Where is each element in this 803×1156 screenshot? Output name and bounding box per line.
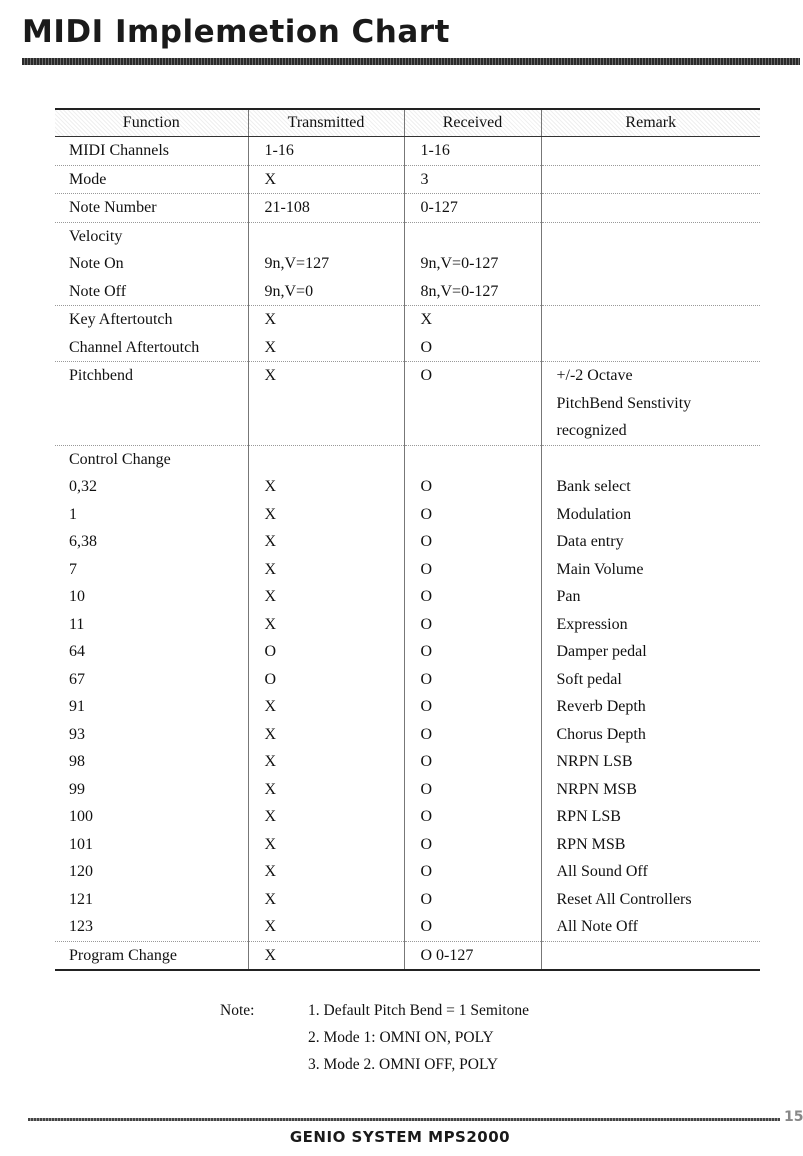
received-cell: [404, 941, 541, 970]
remark-line: Soft pedal: [556, 670, 622, 688]
received-line: O: [420, 338, 433, 356]
received-cell: [404, 222, 541, 306]
function-cell: [55, 445, 248, 941]
received-line: O: [420, 890, 433, 908]
remark-line: Data entry: [556, 533, 624, 550]
function-line: 0,32: [69, 478, 97, 495]
remark-line: Damper pedal: [556, 643, 647, 660]
function-line: 99: [69, 780, 85, 798]
function-line: 67: [69, 670, 85, 688]
remark-cell: [541, 941, 760, 970]
transmitted-line: X: [264, 311, 277, 328]
header-transmitted: Transmitted: [248, 109, 404, 137]
received-line: [405, 417, 541, 445]
function-cell: [55, 222, 248, 306]
received-line: O: [420, 533, 433, 550]
midi-table: [55, 108, 760, 971]
transmitted-line: X: [264, 478, 277, 495]
header-function: Function: [55, 109, 248, 137]
function-line: 91: [69, 698, 85, 715]
transmitted-line: X: [264, 338, 277, 356]
function-cell: [55, 362, 248, 446]
transmitted-line: X: [264, 918, 277, 935]
transmitted-line: O: [264, 670, 277, 688]
received-line: 9n,V=0-127: [420, 255, 499, 272]
function-line: Control Change: [69, 450, 171, 468]
remark-line: [542, 166, 761, 194]
transmitted-line: X: [264, 367, 277, 384]
transmitted-line: X: [264, 170, 277, 188]
transmitted-cell: [248, 941, 404, 970]
remark-cell: [541, 362, 760, 446]
header-received: Received: [404, 109, 541, 137]
transmitted-cell: [248, 137, 404, 166]
transmitted-cell: [248, 362, 404, 446]
function-cell: [55, 941, 248, 970]
transmitted-line: 21-108: [264, 199, 310, 216]
remark-line: All Sound Off: [556, 863, 648, 880]
received-line: O: [420, 753, 433, 770]
function-cell: [55, 194, 248, 223]
remark-cell: [541, 306, 760, 362]
transmitted-line: X: [264, 725, 277, 743]
transmitted-line: X: [264, 863, 277, 880]
remark-line: PitchBend Senstivity: [556, 394, 692, 412]
transmitted-cell: [248, 194, 404, 223]
received-line: O: [420, 863, 433, 880]
function-line: Channel Aftertoutch: [69, 338, 200, 356]
remark-cell: [541, 165, 760, 194]
remark-line: [542, 137, 761, 165]
header-remark: Remark: [541, 109, 760, 137]
received-line: X: [420, 311, 433, 328]
remark-line: NRPN LSB: [556, 753, 633, 770]
received-line: 3: [420, 170, 429, 188]
received-cell: [404, 137, 541, 166]
function-line: Note Off: [69, 282, 127, 300]
received-line: O: [420, 918, 433, 935]
function-line: 101: [69, 835, 93, 853]
remark-line: Expression: [556, 615, 628, 633]
table-row: [55, 165, 760, 194]
function-line: 121: [69, 890, 93, 908]
function-line: Note On: [69, 255, 124, 272]
function-line: 123: [69, 918, 93, 935]
function-line: 120: [69, 863, 93, 880]
received-line: O: [420, 670, 433, 688]
remark-line: Reset All Controllers: [556, 890, 692, 908]
transmitted-line: X: [264, 780, 277, 798]
received-cell: [404, 445, 541, 941]
function-line: Key Aftertoutch: [69, 311, 173, 328]
function-line: 7: [69, 560, 77, 578]
received-cell: [404, 165, 541, 194]
received-line: O 0-127: [420, 946, 474, 964]
received-line: O: [420, 725, 433, 743]
transmitted-line: [249, 446, 404, 474]
transmitted-line: X: [264, 560, 277, 578]
received-line: O: [420, 643, 433, 660]
transmitted-line: 9n,V=127: [264, 255, 330, 272]
received-line: O: [420, 780, 433, 798]
note-item: 2. Mode 1: OMNI ON, POLY: [308, 1029, 494, 1046]
footer-divider: [28, 1118, 780, 1121]
transmitted-cell: [248, 222, 404, 306]
function-line: Note Number: [69, 199, 157, 216]
received-line: O: [420, 615, 433, 633]
function-line: Program Change: [69, 946, 177, 964]
transmitted-line: X: [264, 533, 277, 550]
received-line: [405, 446, 541, 474]
remark-line: [542, 194, 761, 222]
remark-line: [542, 334, 761, 362]
remark-line: [542, 306, 761, 334]
page-title: MIDI Implemetion Chart: [22, 14, 450, 50]
transmitted-cell: [248, 445, 404, 941]
remark-line: [542, 250, 761, 278]
function-line: Velocity: [69, 227, 123, 245]
received-line: O: [420, 698, 433, 715]
remark-line: [542, 942, 761, 970]
remark-cell: [541, 445, 760, 941]
transmitted-line: X: [264, 753, 277, 770]
remark-cell: [541, 137, 760, 166]
table-row: [55, 941, 760, 970]
function-cell: [55, 137, 248, 166]
remark-line: Pan: [556, 588, 581, 605]
received-line: 1-16: [420, 142, 450, 159]
function-line: [55, 390, 248, 418]
title-divider: [22, 58, 800, 65]
function-line: 11: [69, 615, 85, 633]
remark-line: Main Volume: [556, 560, 644, 578]
transmitted-line: X: [264, 946, 277, 964]
notes-label: Note:: [220, 1002, 255, 1019]
function-line: [55, 417, 248, 445]
transmitted-line: [249, 417, 404, 445]
table-row: [55, 362, 760, 446]
transmitted-line: X: [264, 890, 277, 908]
function-cell: [55, 306, 248, 362]
function-line: 64: [69, 643, 85, 660]
remark-line: +/-2 Octave: [556, 367, 633, 384]
remark-line: Chorus Depth: [556, 725, 646, 743]
remark-line: Reverb Depth: [556, 698, 646, 715]
table-header-row: [55, 109, 760, 137]
table-row: [55, 137, 760, 166]
received-line: 8n,V=0-127: [420, 282, 499, 300]
received-line: O: [420, 505, 433, 523]
function-line: MIDI Channels: [69, 142, 169, 159]
table-row: [55, 194, 760, 223]
page-number: 15: [784, 1109, 803, 1125]
table-row: [55, 222, 760, 306]
function-line: Pitchbend: [69, 367, 133, 384]
received-line: [405, 223, 541, 251]
received-line: O: [420, 478, 433, 495]
function-line: 100: [69, 808, 93, 825]
transmitted-line: X: [264, 615, 277, 633]
remark-line: Bank select: [556, 478, 631, 495]
remark-line: [542, 278, 761, 306]
received-line: 0-127: [420, 199, 458, 216]
function-line: Mode: [69, 170, 107, 188]
remark-line: recognized: [556, 422, 627, 439]
transmitted-line: X: [264, 808, 277, 825]
function-line: 6,38: [69, 533, 97, 550]
transmitted-line: X: [264, 505, 277, 523]
note-item: 1. Default Pitch Bend = 1 Semitone: [308, 1002, 529, 1019]
remark-line: NRPN MSB: [556, 780, 637, 798]
footer-product-name: GENIO SYSTEM MPS2000: [289, 1128, 511, 1146]
table-row: [55, 445, 760, 941]
transmitted-cell: [248, 306, 404, 362]
function-line: 1: [69, 505, 77, 523]
remark-line: [542, 446, 761, 474]
received-line: O: [420, 588, 433, 605]
received-line: [405, 390, 541, 418]
transmitted-line: X: [264, 698, 277, 715]
received-cell: [404, 194, 541, 223]
transmitted-line: [249, 390, 404, 418]
remark-line: RPN MSB: [556, 835, 626, 853]
remark-line: RPN LSB: [556, 808, 621, 825]
remark-line: Modulation: [556, 505, 632, 523]
transmitted-cell: [248, 165, 404, 194]
function-line: 10: [69, 588, 85, 605]
transmitted-line: 9n,V=0: [264, 282, 314, 300]
transmitted-line: O: [264, 643, 277, 660]
received-line: O: [420, 367, 433, 384]
remark-line: All Note Off: [556, 918, 638, 935]
received-line: O: [420, 560, 433, 578]
transmitted-line: 1-16: [264, 142, 294, 159]
received-cell: [404, 306, 541, 362]
received-line: O: [420, 835, 433, 853]
function-line: 98: [69, 753, 85, 770]
remark-line: [542, 223, 761, 251]
received-line: O: [420, 808, 433, 825]
function-cell: [55, 165, 248, 194]
function-line: 93: [69, 725, 85, 743]
midi-implementation-chart: [55, 108, 760, 971]
transmitted-line: [249, 223, 404, 251]
remark-cell: [541, 222, 760, 306]
note-item: 3. Mode 2. OMNI OFF, POLY: [308, 1056, 499, 1073]
remark-cell: [541, 194, 760, 223]
transmitted-line: X: [264, 835, 277, 853]
received-cell: [404, 362, 541, 446]
table-row: [55, 306, 760, 362]
transmitted-line: X: [264, 588, 277, 605]
